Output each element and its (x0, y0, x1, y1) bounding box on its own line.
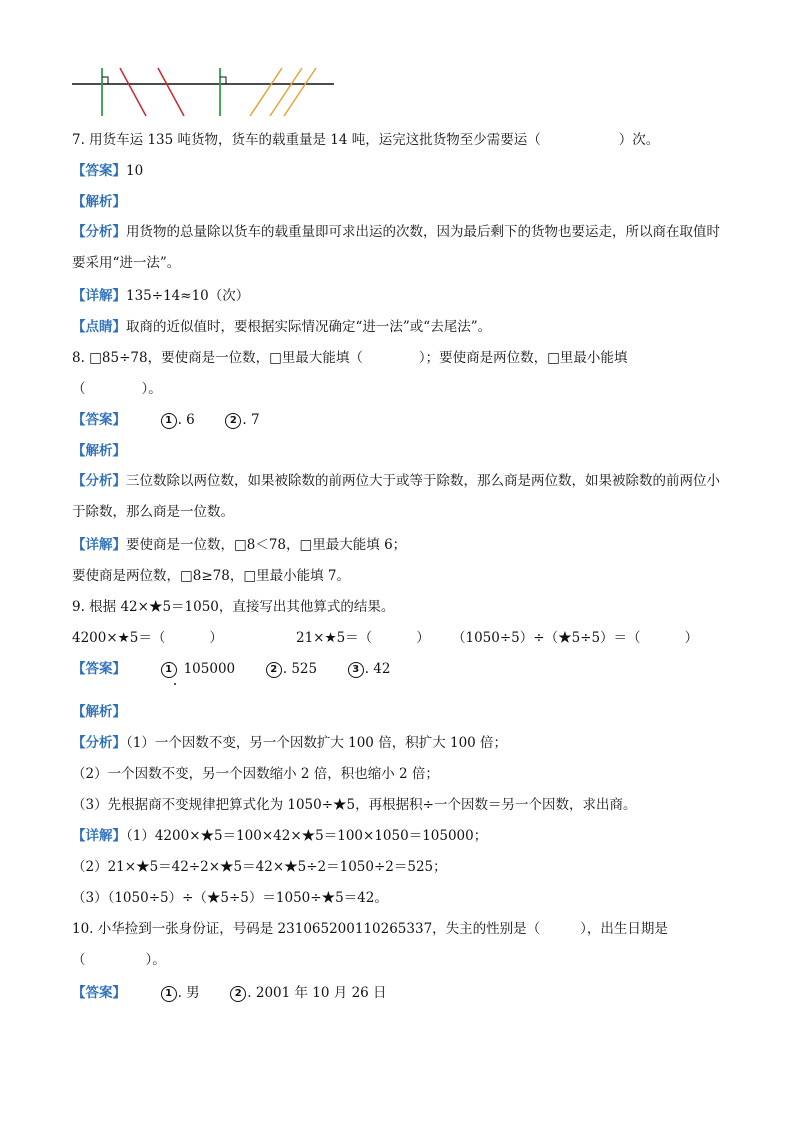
q9-xiangjie-2: （2）21×★5＝42÷2×★5＝42×★5÷2＝1050÷2＝525； (72, 859, 447, 875)
circled-number: 2 (266, 662, 282, 678)
circled-number: 2 (225, 413, 241, 429)
q7-answer: 【答案】10 (72, 163, 144, 179)
lines-figure (70, 64, 340, 120)
q7-xiangjie: 【详解】135÷14≈10（次） (72, 288, 250, 304)
q8-question-cont: （ ）。 (72, 381, 162, 397)
q8-question: 8. □85÷78，要使商是一位数，□里最大能填（ ）；要使商是两位数，□里最小能填 (72, 350, 628, 366)
circled-number: 3 (348, 662, 364, 678)
q8-fenxi: 【分析】三位数除以两位数，如果被除数的前两位大于或等于除数，那么商是两位数，如果被除数的前两位小于除数，那么商是一位数。 (72, 473, 720, 520)
q9-xiangjie-3: （3）（1050÷5）÷（★5÷5）＝1050÷★5＝42。 (72, 890, 388, 906)
q8-jiexi: 【解析】 (72, 443, 126, 459)
q9-jiexi: 【解析】 (72, 704, 126, 720)
stray-dot (174, 683, 176, 685)
q9-xiangjie: 【详解】（1）4200×★5＝100×42×★5＝100×1050＝105000； (72, 828, 488, 844)
q7-fenxi: 【分析】用货物的总量除以货车的载重量即可求出运的次数，因为最后剩下的货物也要运走，所以商在取值时要采用“进一法”。 (72, 224, 720, 271)
q9-expr-1: 4200×★5＝（ ） (72, 630, 223, 646)
orange-line-2 (270, 68, 302, 116)
orange-line-3 (284, 68, 316, 116)
circled-number: 1 (161, 413, 177, 429)
q8-answer: 【答案】 1 . 6 2 . 7 (72, 412, 260, 428)
orange-line-1 (250, 68, 282, 116)
circled-number: 1 (161, 986, 177, 1002)
q7-jiexi: 【解析】 (72, 194, 126, 210)
answer-tag: 【答案】 (72, 412, 126, 428)
q7-question: 7. 用货车运 135 吨货物，货车的载重量是 14 吨，运完这批货物至少需要运（ ）次。 (72, 132, 660, 148)
circled-number: 1 (161, 662, 177, 678)
q9-answer: 【答案】 1 105000 2 . 525 3 . 42 (72, 661, 391, 677)
q9-fenxi-3: （3）先根据商不变规律把算式化为 1050÷★5，再根据积÷一个因数＝另一个因数，求出商。 (72, 797, 637, 813)
q10-answer: 【答案】 1 . 男 2 . 2001 年 10 月 26 日 (72, 985, 387, 1001)
q9-expr-3: （1050÷5）÷（★5÷5）＝（ ） (452, 630, 699, 646)
red-line-1 (120, 68, 146, 116)
red-line-2 (158, 68, 184, 116)
q8-xiangjie-2: 要使商是两位数，□8≥78，□里最小能填 7。 (72, 568, 350, 584)
q9-fenxi-2: （2）一个因数不变，另一个因数缩小 2 倍，积也缩小 2 倍； (72, 766, 439, 782)
q8-xiangjie: 【详解】要使商是一位数，□8＜78，□里最大能填 6； (72, 537, 407, 553)
answer-tag: 【答案】 (72, 163, 126, 179)
answer-tag: 【答案】 (72, 661, 126, 677)
q9-question: 9. 根据 42×★5＝1050，直接写出其他算式的结果。 (72, 599, 395, 615)
q10-question-cont: （ ）。 (72, 952, 166, 968)
q9-expr-2: 21×★5＝（ ） (296, 630, 430, 646)
q9-fenxi: 【分析】（1）一个因数不变，另一个因数扩大 100 倍，积扩大 100 倍； (72, 735, 508, 751)
circled-number: 2 (230, 986, 246, 1002)
q10-question: 10. 小华捡到一张身份证，号码是 231065200110265337，失主的性别是（ ），出生日期是 (72, 921, 668, 937)
q7-dianjing: 【点睛】取商的近似值时，要根据实际情况确定“进一法”或“去尾法”。 (72, 319, 492, 335)
answer-tag: 【答案】 (72, 985, 126, 1001)
